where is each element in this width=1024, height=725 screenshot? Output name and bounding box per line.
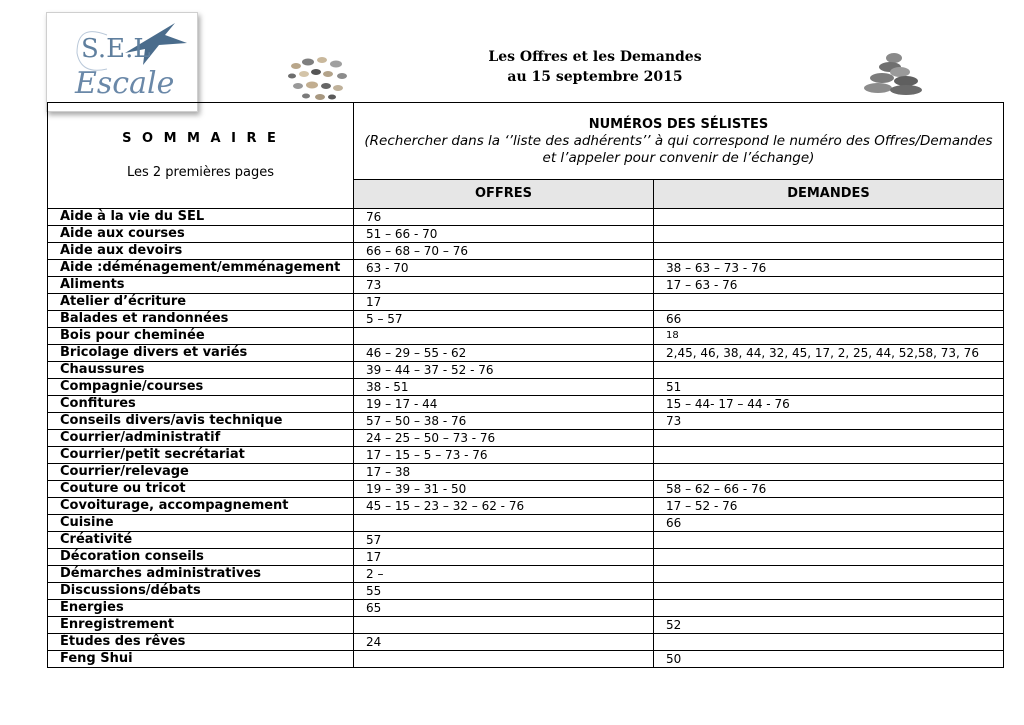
numbers-header-instructions: (Rechercher dans la ‘’liste des adhérents’’ à qui correspond le numéro des Offres/Demandes et l’appeler pour convenir de l’échange) — [364, 132, 993, 166]
table-row — [48, 345, 1004, 362]
table-row — [48, 532, 1004, 549]
offers-cell: 17 – 38 — [354, 464, 654, 481]
offers-cell: 38 - 51 — [354, 379, 654, 396]
offers-cell: 76 — [354, 209, 654, 226]
offers-column-header: OFFRES — [354, 180, 654, 209]
category-cell: Feng Shui — [48, 651, 354, 668]
demands-cell — [654, 600, 1004, 617]
category-cell: Compagnie/courses — [48, 379, 354, 396]
title-line1: Les Offres et les Demandes — [488, 49, 702, 65]
table-row — [48, 447, 1004, 464]
category-cell: Aliments — [48, 277, 354, 294]
table-row — [48, 260, 1004, 277]
table-row — [48, 243, 1004, 260]
offers-cell: 24 — [354, 634, 654, 651]
offers-cell: 46 – 29 – 55 - 62 — [354, 345, 654, 362]
offers-cell: 17 — [354, 549, 654, 566]
demands-cell: 18 — [654, 328, 1004, 345]
demands-cell: 58 – 62 – 66 - 76 — [654, 481, 1004, 498]
category-cell: Energies — [48, 600, 354, 617]
demands-cell — [654, 447, 1004, 464]
table-row — [48, 379, 1004, 396]
table-row — [48, 617, 1004, 634]
summary-subheading: Les 2 premières pages — [126, 164, 275, 180]
offers-cell: 57 — [354, 532, 654, 549]
summary-cell — [48, 103, 354, 209]
table-row — [48, 634, 1004, 651]
demands-cell: 66 — [654, 515, 1004, 532]
category-cell: Couture ou tricot — [48, 481, 354, 498]
demands-cell — [654, 549, 1004, 566]
category-cell: Bois pour cheminée — [48, 328, 354, 345]
table-header-row — [48, 103, 1004, 180]
offers-cell: 65 — [354, 600, 654, 617]
table-row — [48, 226, 1004, 243]
category-cell: Chaussures — [48, 362, 354, 379]
table-row — [48, 311, 1004, 328]
demands-column-header: DEMANDES — [654, 180, 1004, 209]
category-cell: Créativité — [48, 532, 354, 549]
category-cell: Conseils divers/avis technique — [48, 413, 354, 430]
demands-cell — [654, 464, 1004, 481]
table-row — [48, 328, 1004, 345]
offers-cell: 24 – 25 – 50 – 73 - 76 — [354, 430, 654, 447]
table-row — [48, 600, 1004, 617]
demands-cell — [654, 362, 1004, 379]
category-cell: Études des rêves — [48, 634, 354, 651]
offers-cell: 55 — [354, 583, 654, 600]
offers-cell: 63 - 70 — [354, 260, 654, 277]
offers-cell: 5 – 57 — [354, 311, 654, 328]
demands-cell: 2,45, 46, 38, 44, 32, 45, 17, 2, 25, 44, 52,58, 73, 76 — [654, 345, 1004, 362]
demands-cell — [654, 243, 1004, 260]
table-row — [48, 464, 1004, 481]
table-row — [48, 413, 1004, 430]
demands-cell: 17 – 52 - 76 — [654, 498, 1004, 515]
offers-demands-table — [47, 102, 1004, 668]
category-cell: Cuisine — [48, 515, 354, 532]
stacked-stones-image — [862, 50, 926, 96]
offers-cell: 2 – — [354, 566, 654, 583]
demands-cell: 51 — [654, 379, 1004, 396]
demands-cell: 17 – 63 - 76 — [654, 277, 1004, 294]
demands-cell — [654, 583, 1004, 600]
category-cell: Balades et randonnées — [48, 311, 354, 328]
category-cell: Courrier/relevage — [48, 464, 354, 481]
demands-cell — [654, 294, 1004, 311]
summary-heading: S O M M A I R E — [122, 130, 279, 146]
category-cell: Aide à la vie du SEL — [48, 209, 354, 226]
demands-cell: 66 — [654, 311, 1004, 328]
table-row — [48, 651, 1004, 668]
table-row — [48, 209, 1004, 226]
category-cell: Aide :déménagement/emménagement — [48, 260, 354, 277]
category-cell: Aide aux devoirs — [48, 243, 354, 260]
category-cell: Atelier d’écriture — [48, 294, 354, 311]
category-cell: Courrier/administratif — [48, 430, 354, 447]
demands-cell: 52 — [654, 617, 1004, 634]
demands-cell — [654, 566, 1004, 583]
demands-cell: 38 – 63 – 73 - 76 — [654, 260, 1004, 277]
title-line2: au 15 septembre 2015 — [507, 69, 683, 85]
offers-cell: 73 — [354, 277, 654, 294]
table-row — [48, 566, 1004, 583]
category-cell: Confitures — [48, 396, 354, 413]
category-cell: Covoiturage, accompagnement — [48, 498, 354, 515]
logo-graphic — [47, 13, 197, 111]
table-row — [48, 583, 1004, 600]
category-cell: Démarches administratives — [48, 566, 354, 583]
category-cell: Bricolage divers et variés — [48, 345, 354, 362]
numbers-header-cell — [354, 103, 1004, 180]
table-row — [48, 549, 1004, 566]
offers-cell: 57 – 50 – 38 - 76 — [354, 413, 654, 430]
demands-cell — [654, 532, 1004, 549]
demands-cell — [654, 634, 1004, 651]
offers-cell — [354, 617, 654, 634]
category-cell: Décoration conseils — [48, 549, 354, 566]
category-cell: Enregistrement — [48, 617, 354, 634]
table-row — [48, 515, 1004, 532]
sel-escale-logo — [46, 12, 198, 112]
offers-cell: 19 – 39 – 31 - 50 — [354, 481, 654, 498]
category-cell: Aide aux courses — [48, 226, 354, 243]
offers-cell — [354, 515, 654, 532]
table-row — [48, 430, 1004, 447]
table-row — [48, 396, 1004, 413]
logo-line1: S.E.L — [81, 34, 151, 64]
demands-cell — [654, 226, 1004, 243]
offers-cell: 17 — [354, 294, 654, 311]
document-title — [470, 47, 720, 87]
offers-cell: 17 – 15 – 5 – 73 - 76 — [354, 447, 654, 464]
demands-cell: 50 — [654, 651, 1004, 668]
logo-line2: Escale — [75, 66, 175, 101]
offers-cell: 66 – 68 – 70 – 76 — [354, 243, 654, 260]
table-row — [48, 294, 1004, 311]
table-row — [48, 362, 1004, 379]
demands-cell — [654, 209, 1004, 226]
offers-cell: 39 – 44 – 37 - 52 - 76 — [354, 362, 654, 379]
offers-cell — [354, 651, 654, 668]
table-row — [48, 277, 1004, 294]
table-row — [48, 481, 1004, 498]
pebbles-image — [286, 52, 350, 102]
demands-cell: 73 — [654, 413, 1004, 430]
table-row — [48, 498, 1004, 515]
demands-cell: 15 – 44- 17 – 44 - 76 — [654, 396, 1004, 413]
category-cell: Courrier/petit secrétariat — [48, 447, 354, 464]
demands-cell — [654, 430, 1004, 447]
offers-cell: 19 – 17 - 44 — [354, 396, 654, 413]
offers-cell: 45 – 15 – 23 – 32 – 62 - 76 — [354, 498, 654, 515]
offers-cell — [354, 328, 654, 345]
offers-cell: 51 – 66 - 70 — [354, 226, 654, 243]
category-cell: Discussions/débats — [48, 583, 354, 600]
numbers-header-title: NUMÉROS DES SÉLISTES — [588, 116, 769, 132]
